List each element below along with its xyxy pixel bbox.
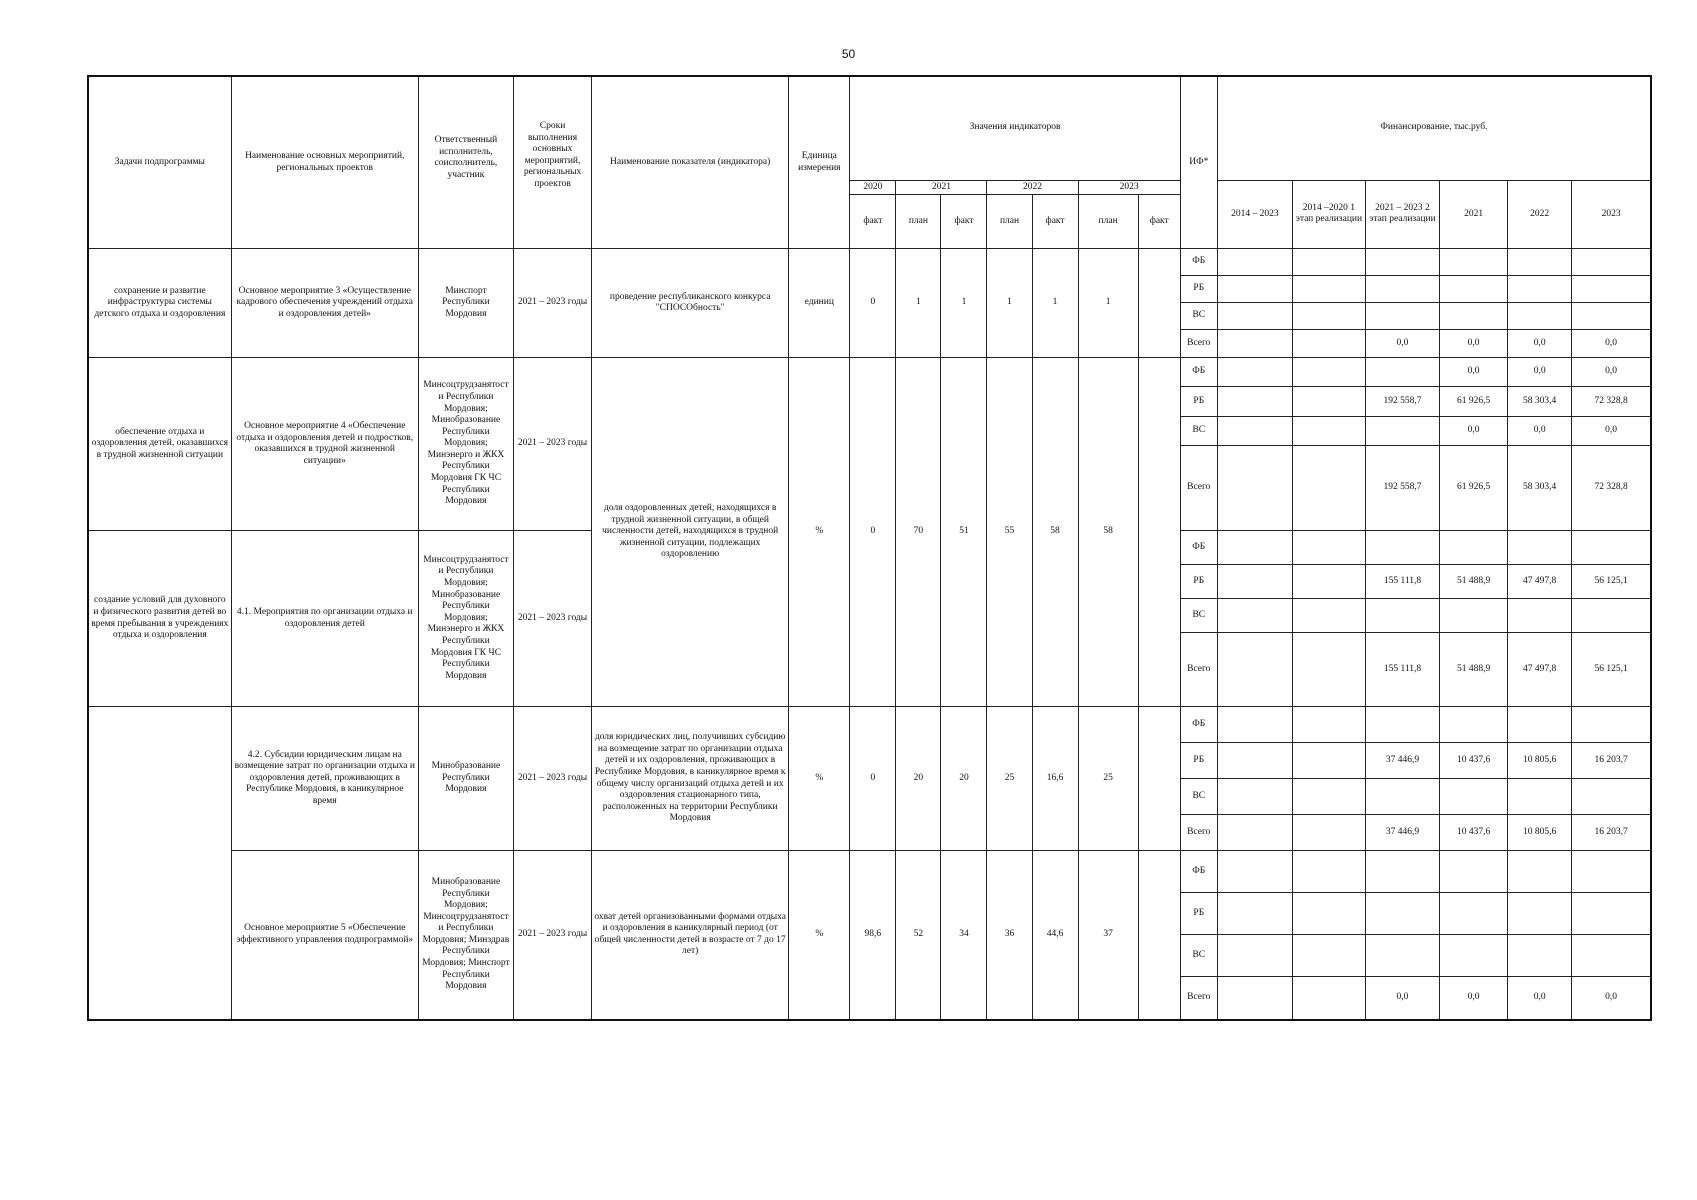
fin-cell: 37 446,9 [1365, 743, 1439, 779]
header-unit: Единица измерения [789, 76, 850, 249]
value-cell: 44,6 [1032, 851, 1078, 1020]
executor-cell: Минобразование Республики Мордовия; Минсоцтрудзанятости Республики Мордовия; Минздрав Республики Мордовия; Минспорт Республики Мордовия [418, 851, 513, 1020]
header-fin-2022: 2022 [1508, 180, 1572, 249]
fin-cell [1292, 565, 1365, 599]
fin-cell: 51 488,9 [1440, 633, 1508, 707]
fin-cell [1365, 779, 1439, 815]
fin-cell: 37 446,9 [1365, 815, 1439, 851]
value-cell: 37 [1078, 851, 1138, 1020]
fin-cell [1217, 330, 1292, 358]
value-cell [1138, 707, 1180, 851]
value-cell: 0 [850, 707, 896, 851]
fin-cell [1217, 815, 1292, 851]
fin-cell: 0,0 [1508, 358, 1572, 387]
value-cell: 1 [1032, 249, 1078, 358]
fin-cell [1572, 893, 1651, 935]
fin-cell [1217, 276, 1292, 303]
fin-cell [1292, 446, 1365, 531]
terms-cell: 2021 – 2023 годы [513, 358, 591, 531]
fin-cell [1365, 935, 1439, 977]
fin-cell [1508, 707, 1572, 743]
fin-cell [1217, 417, 1292, 446]
header-indicator-name: Наименование показателя (индикатора) [592, 76, 789, 249]
value-cell: 51 [941, 358, 987, 707]
fin-cell [1292, 358, 1365, 387]
fin-cell [1217, 446, 1292, 531]
fin-cell [1365, 851, 1439, 893]
header-indicator-values: Значения индикаторов [850, 76, 1180, 180]
header-fact: факт [1032, 195, 1078, 249]
unit-cell: % [789, 851, 850, 1020]
header-plan: план [896, 195, 941, 249]
terms-cell: 2021 – 2023 годы [513, 249, 591, 358]
fin-cell [1292, 276, 1365, 303]
fin-cell: 0,0 [1572, 358, 1651, 387]
header-activities: Наименование основных мероприятий, региональных проектов [231, 76, 418, 249]
header-financing: Финансирование, тыс.руб. [1217, 76, 1651, 180]
fin-cell: 16 203,7 [1572, 743, 1651, 779]
source-label: ФБ [1180, 531, 1217, 565]
header-fact: факт [941, 195, 987, 249]
fin-cell [1508, 851, 1572, 893]
fin-cell [1572, 779, 1651, 815]
fin-cell: 0,0 [1508, 977, 1572, 1020]
executor-cell: Минобразование Республики Мордовия [418, 707, 513, 851]
fin-cell: 10 437,6 [1440, 743, 1508, 779]
header-fin-2023: 2023 [1572, 180, 1651, 249]
fin-cell [1365, 893, 1439, 935]
fin-cell: 192 558,7 [1365, 446, 1439, 531]
fin-cell: 58 303,4 [1508, 387, 1572, 417]
fin-cell [1292, 893, 1365, 935]
executor-cell: Минсоцтрудзанятости Республики Мордовия; Минобразование Республики Мордовия; Минэнерго и ЖКХ Республики Мордовия ГК ЧС Республики Мордовия [418, 358, 513, 531]
fin-cell [1440, 935, 1508, 977]
fin-cell: 0,0 [1572, 977, 1651, 1020]
activity-cell: Основное мероприятие 3 «Осуществление кадрового обеспечения учреждений отдыха и оздоровления детей» [231, 249, 418, 358]
value-cell: 1 [987, 249, 1032, 358]
task-cell [88, 707, 231, 1020]
fin-cell: 0,0 [1572, 330, 1651, 358]
source-label: ВС [1180, 935, 1217, 977]
source-label: ФБ [1180, 358, 1217, 387]
task-cell: обеспечение отдыха и оздоровления детей, оказавшихся в трудной жизненной ситуации [88, 358, 231, 531]
header-year-2021: 2021 [896, 180, 987, 195]
fin-cell: 0,0 [1365, 977, 1439, 1020]
value-cell: 25 [1078, 707, 1138, 851]
fin-cell [1292, 815, 1365, 851]
fin-cell: 58 303,4 [1508, 446, 1572, 531]
value-cell: 1 [896, 249, 941, 358]
executor-cell: Минсоцтрудзанятости Республики Мордовия; Минобразование Республики Мордовия; Минэнерго и ЖКХ Республики Мордовия ГК ЧС Республики Мордовия [418, 531, 513, 707]
fin-cell [1572, 707, 1651, 743]
fin-cell [1508, 303, 1572, 330]
fin-cell [1572, 935, 1651, 977]
header-fact: факт [850, 195, 896, 249]
fin-cell [1365, 707, 1439, 743]
fin-cell [1217, 358, 1292, 387]
terms-cell: 2021 – 2023 годы [513, 851, 591, 1020]
fin-cell [1440, 707, 1508, 743]
fin-cell [1217, 743, 1292, 779]
fin-cell: 0,0 [1572, 417, 1651, 446]
fin-cell [1365, 249, 1439, 276]
unit-cell: % [789, 358, 850, 707]
fin-cell: 10 437,6 [1440, 815, 1508, 851]
fin-cell [1440, 851, 1508, 893]
fin-cell [1292, 387, 1365, 417]
fin-cell [1572, 599, 1651, 633]
value-cell: 25 [987, 707, 1032, 851]
fin-cell [1508, 779, 1572, 815]
fin-cell [1292, 303, 1365, 330]
source-label: ВС [1180, 417, 1217, 446]
source-label: Всего [1180, 633, 1217, 707]
indicator-cell: доля оздоровленных детей, находящихся в трудной жизненной ситуации, в общей численности детей, находящихся в трудной жизненной ситуации, подлежащих оздоровлению [592, 358, 789, 707]
source-label: ВС [1180, 303, 1217, 330]
fin-cell: 0,0 [1440, 977, 1508, 1020]
fin-cell [1365, 303, 1439, 330]
header-fact: факт [1138, 195, 1180, 249]
fin-cell [1292, 531, 1365, 565]
fin-cell [1217, 249, 1292, 276]
task-cell: сохранение и развитие инфраструктуры системы детского отдыха и оздоровления [88, 249, 231, 358]
fin-cell [1508, 531, 1572, 565]
fin-cell: 72 328,8 [1572, 387, 1651, 417]
header-terms: Сроки выполнения основных мероприятий, региональных проектов [513, 76, 591, 249]
source-label: РБ [1180, 893, 1217, 935]
fin-cell [1365, 599, 1439, 633]
header-fin-2021: 2021 [1440, 180, 1508, 249]
fin-cell: 61 926,5 [1440, 387, 1508, 417]
activity-cell: 4.2. Субсидии юридическим лицам на возмещение затрат по организации отдыха и оздоровления детей, проживающих в Республике Мордовия, в каникулярное время [231, 707, 418, 851]
value-cell [1138, 851, 1180, 1020]
value-cell: 16,6 [1032, 707, 1078, 851]
header-year-2022: 2022 [987, 180, 1078, 195]
fin-cell [1292, 707, 1365, 743]
value-cell: 58 [1078, 358, 1138, 707]
fin-cell: 56 125,1 [1572, 565, 1651, 599]
header-plan: план [987, 195, 1032, 249]
source-label: Всего [1180, 330, 1217, 358]
fin-cell [1217, 977, 1292, 1020]
fin-cell: 72 328,8 [1572, 446, 1651, 531]
fin-cell [1572, 249, 1651, 276]
fin-cell [1292, 743, 1365, 779]
fin-cell [1365, 276, 1439, 303]
source-label: ВС [1180, 599, 1217, 633]
header-fin-2014-2020: 2014 –2020 1 этап реализации [1292, 180, 1365, 249]
source-label: РБ [1180, 565, 1217, 599]
fin-cell [1508, 249, 1572, 276]
source-label: Всего [1180, 815, 1217, 851]
fin-cell [1440, 276, 1508, 303]
fin-cell [1217, 893, 1292, 935]
fin-cell [1217, 633, 1292, 707]
fin-cell [1572, 531, 1651, 565]
value-cell: 34 [941, 851, 987, 1020]
fin-cell: 51 488,9 [1440, 565, 1508, 599]
source-label: ФБ [1180, 249, 1217, 276]
terms-cell: 2021 – 2023 годы [513, 531, 591, 707]
fin-cell [1217, 779, 1292, 815]
fin-cell [1292, 851, 1365, 893]
activity-cell: Основное мероприятие 5 «Обеспечение эффективного управления подпрограммой» [231, 851, 418, 1020]
fin-cell [1440, 779, 1508, 815]
fin-cell [1292, 633, 1365, 707]
indicator-cell: проведение республиканского конкурса "СПОСОбность" [592, 249, 789, 358]
fin-cell: 0,0 [1365, 330, 1439, 358]
fin-cell [1292, 417, 1365, 446]
value-cell: 55 [987, 358, 1032, 707]
program-table [87, 75, 1652, 1021]
value-cell: 0 [850, 358, 896, 707]
fin-cell: 10 805,6 [1508, 815, 1572, 851]
fin-cell: 61 926,5 [1440, 446, 1508, 531]
indicator-cell: охват детей организованными формами отдыха и оздоровления в каникулярный период (от общей численности детей в возрасте от 7 до 17 лет) [592, 851, 789, 1020]
terms-cell: 2021 – 2023 годы [513, 707, 591, 851]
value-cell: 58 [1032, 358, 1078, 707]
fin-cell [1217, 565, 1292, 599]
fin-cell: 56 125,1 [1572, 633, 1651, 707]
fin-cell [1572, 303, 1651, 330]
fin-cell: 47 497,8 [1508, 633, 1572, 707]
fin-cell [1292, 249, 1365, 276]
source-label: РБ [1180, 387, 1217, 417]
fin-cell [1217, 707, 1292, 743]
fin-cell: 192 558,7 [1365, 387, 1439, 417]
fin-cell [1365, 531, 1439, 565]
fin-cell [1292, 935, 1365, 977]
source-label: Всего [1180, 977, 1217, 1020]
value-cell: 1 [1078, 249, 1138, 358]
value-cell [1138, 358, 1180, 707]
fin-cell [1508, 276, 1572, 303]
header-year-2020: 2020 [850, 180, 896, 195]
header-fin-2014-2023: 2014 – 2023 [1217, 180, 1292, 249]
header-fin-2021-2023: 2021 – 2023 2 этап реализации [1365, 180, 1439, 249]
fin-cell [1292, 599, 1365, 633]
page-number: 50 [841, 47, 856, 61]
value-cell: 20 [896, 707, 941, 851]
indicator-cell: доля юридических лиц, получивших субсидию на возмещение затрат по организации отдыха детей и их оздоровления, проживающих в Республике Мордовия, в каникулярное время к общему числу организаций отдыха детей и их оздоровления стационарного типа, расположенных на территории Республики Мордовия [592, 707, 789, 851]
fin-cell [1572, 851, 1651, 893]
fin-cell: 0,0 [1440, 417, 1508, 446]
source-label: Всего [1180, 446, 1217, 531]
header-tasks: Задачи подпрограммы [88, 76, 231, 249]
fin-cell [1217, 851, 1292, 893]
fin-cell: 0,0 [1440, 358, 1508, 387]
unit-cell: % [789, 707, 850, 851]
fin-cell [1292, 779, 1365, 815]
fin-cell [1365, 417, 1439, 446]
value-cell: 20 [941, 707, 987, 851]
fin-cell [1217, 599, 1292, 633]
fin-cell [1217, 531, 1292, 565]
fin-cell: 47 497,8 [1508, 565, 1572, 599]
value-cell: 98,6 [850, 851, 896, 1020]
fin-cell [1217, 303, 1292, 330]
activity-cell: Основное мероприятие 4 «Обеспечение отдыха и оздоровления детей и подростков, оказавшихся в трудной жизненной ситуации» [231, 358, 418, 531]
fin-cell: 155 111,8 [1365, 565, 1439, 599]
fin-cell [1440, 303, 1508, 330]
unit-cell: единиц [789, 249, 850, 358]
activity-cell: 4.1. Мероприятия по организации отдыха и оздоровления детей [231, 531, 418, 707]
source-label: РБ [1180, 743, 1217, 779]
fin-cell [1292, 977, 1365, 1020]
fin-cell [1440, 599, 1508, 633]
fin-cell: 0,0 [1440, 330, 1508, 358]
fin-cell [1217, 387, 1292, 417]
fin-cell [1365, 358, 1439, 387]
value-cell: 0 [850, 249, 896, 358]
source-label: ВС [1180, 779, 1217, 815]
header-executor: Ответственный исполнитель, соисполнитель, участник [418, 76, 513, 249]
fin-cell [1508, 599, 1572, 633]
fin-cell: 16 203,7 [1572, 815, 1651, 851]
header-plan: план [1078, 195, 1138, 249]
source-label: ФБ [1180, 851, 1217, 893]
task-cell: создание условий для духовного и физического развития детей во время пребывания в учреждениях отдыха и оздоровления [88, 531, 231, 707]
header-if: ИФ* [1180, 76, 1217, 249]
header-year-2023: 2023 [1078, 180, 1180, 195]
fin-cell [1292, 330, 1365, 358]
fin-cell: 155 111,8 [1365, 633, 1439, 707]
fin-cell: 10 805,6 [1508, 743, 1572, 779]
fin-cell [1572, 276, 1651, 303]
value-cell: 70 [896, 358, 941, 707]
fin-cell [1508, 893, 1572, 935]
fin-cell [1440, 249, 1508, 276]
value-cell: 36 [987, 851, 1032, 1020]
value-cell: 52 [896, 851, 941, 1020]
executor-cell: Минспорт Республики Мордовия [418, 249, 513, 358]
fin-cell [1440, 531, 1508, 565]
value-cell: 1 [941, 249, 987, 358]
fin-cell [1508, 935, 1572, 977]
fin-cell [1440, 893, 1508, 935]
value-cell [1138, 249, 1180, 358]
fin-cell [1217, 935, 1292, 977]
fin-cell: 0,0 [1508, 330, 1572, 358]
source-label: РБ [1180, 276, 1217, 303]
fin-cell: 0,0 [1508, 417, 1572, 446]
source-label: ФБ [1180, 707, 1217, 743]
